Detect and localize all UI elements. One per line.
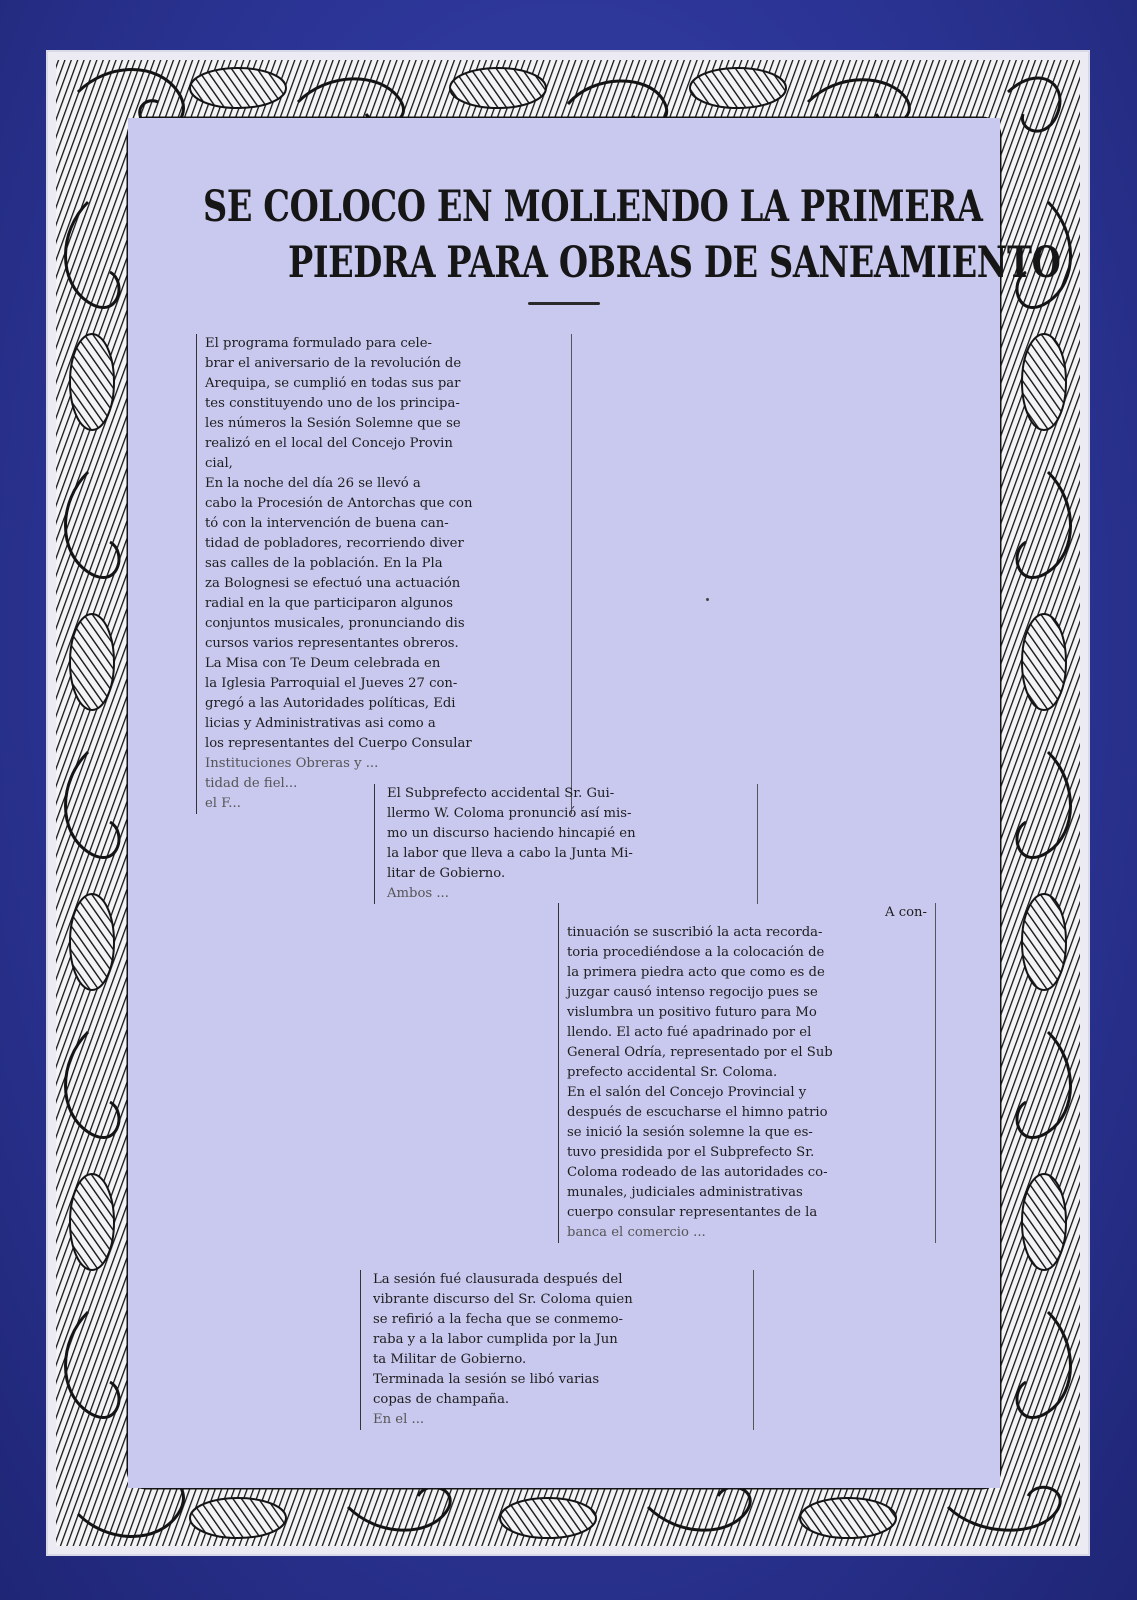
article-line: Instituciones Obreras y ... [205,756,379,771]
article-line: licias y Administrativas asi como a [205,716,436,731]
speck [706,598,709,601]
article-line: mo un discurso haciendo hincapié en [387,826,636,841]
article-line: la labor que lleva a cabo la Junta Mi- [387,846,633,861]
article-line: litar de Gobierno. [387,866,506,881]
article-line: El programa formulado para cele- [205,336,432,351]
article-line: tidad de pobladores, recorriendo diver [205,536,464,551]
clipping-3-lead: A con- [885,905,927,920]
article-line: les números la Sesión Solemne que se [205,416,461,431]
article-line: toria procediéndose a la colocación de [567,945,825,960]
article-line: General Odría, representado por el Sub [567,1045,833,1060]
article-line: Arequipa, se cumplió en todas sus par [205,376,461,391]
article-line: ta Militar de Gobierno. [373,1352,527,1367]
article-line: la Iglesia Parroquial el Jueves 27 con- [205,676,458,691]
article-line: se refirió a la fecha que se conmemo- [373,1312,623,1327]
article-line: gregó a las Autoridades políticas, Edi [205,696,456,711]
article-line: tó con la intervención de buena can- [205,516,449,531]
article-clipping-1 [196,334,572,814]
article-line: La Misa con Te Deum celebrada en [205,656,441,671]
headline-divider [528,302,600,305]
article-line: Coloma rodeado de las autoridades co- [567,1165,828,1180]
article-line: vislumbra un positivo futuro para Mo [567,1005,817,1020]
article-line: llermo W. Coloma pronunció así mis- [387,806,632,821]
article-line: cabo la Procesión de Antorchas que con [205,496,473,511]
article-line: raba y a la labor cumplida por la Jun [373,1332,618,1347]
article-line: vibrante discurso del Sr. Coloma quien [373,1292,633,1307]
article-line: Ambos ... [387,886,449,901]
article-line: sas calles de la población. En la Pla [205,556,443,571]
article-line: El Subprefecto accidental Sr. Gui- [387,786,615,801]
article-line: los representantes del Cuerpo Consular [205,736,472,751]
article-line: la primera piedra acto que como es de [567,965,825,980]
article-line: realizó en el local del Concejo Provin [205,436,453,451]
article-line: cursos varios representantes obreros. [205,636,459,651]
article-line: llendo. El acto fué apadrinado por el [567,1025,812,1040]
article-line: En el salón del Concejo Provincial y [567,1085,807,1100]
article-line: juzgar causó intenso regocijo pues se [567,985,818,1000]
article-line: En la noche del día 26 se llevó a [205,476,421,491]
article-line: Terminada la sesión se libó varias [373,1372,600,1387]
article-clipping-4 [360,1270,754,1430]
article-line: copas de champaña. [373,1392,510,1407]
article-line: za Bolognesi se efectuó una actuación [205,576,461,591]
article-line: después de escucharse el himno patrio [567,1105,828,1120]
headline-line-1: SE COLOCO EN MOLLENDO LA PRIMERA [203,182,983,232]
article-line: En el ... [373,1412,425,1427]
article-line: cuerpo consular representantes de la [567,1205,818,1220]
article-line: se inició la sesión solemne la que es- [567,1125,813,1140]
article-line: cial, [205,456,233,471]
article-line: brar el aniversario de la revolución de [205,356,462,371]
article-line: tuvo presidida por el Subprefecto Sr. [567,1145,815,1160]
article-line: tinuación se suscribió la acta recorda- [567,925,823,940]
article-line: banca el comercio ... [567,1225,706,1240]
article-line: munales, judiciales administrativas [567,1185,803,1200]
article-line: prefecto accidental Sr. Coloma. [567,1065,778,1080]
article-line: conjuntos musicales, pronunciando dis [205,616,465,631]
headline-line-2: PIEDRA PARA OBRAS DE SANEAMIENTO [288,238,1061,288]
article-line: el F... [205,796,241,811]
article-line: La sesión fué clausurada después del [373,1272,623,1287]
article-line: tidad de fiel... [205,776,298,791]
article-clipping-2 [374,784,758,904]
article-line: tes constituyendo uno de los principa- [205,396,460,411]
article-line: radial en la que participaron algunos [205,596,453,611]
article-clipping-3 [558,903,936,1243]
